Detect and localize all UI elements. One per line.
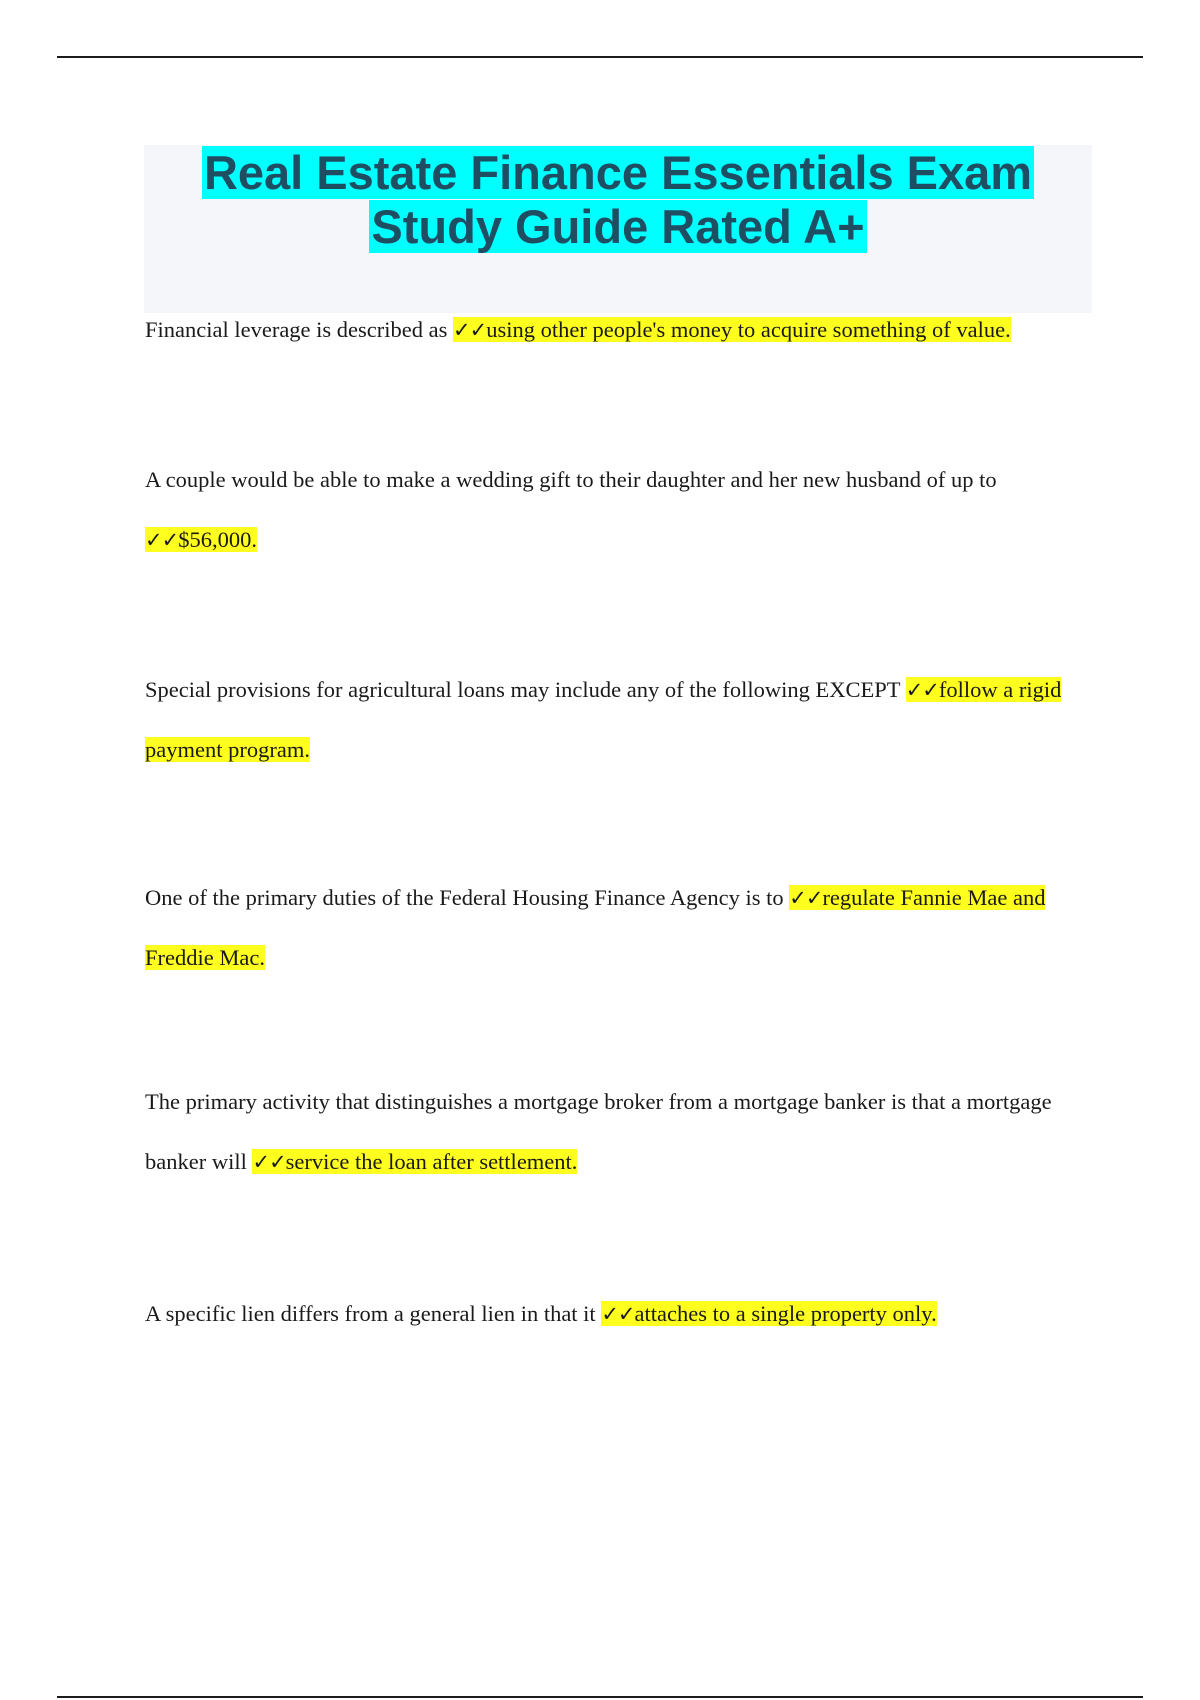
question-text: A couple would be able to make a wedding gift to their daughter and her new husband of up to [145, 467, 997, 492]
double-check-icon: ✓✓ [145, 528, 179, 552]
qa-item-1 [145, 300, 1095, 360]
answer-text: service the loan after settlement. [285, 1149, 578, 1174]
qa-item-3 [145, 660, 1095, 780]
qa-item-5 [145, 1072, 1095, 1192]
answer-highlight [453, 317, 1011, 342]
answer-text: follow a rigid payment program. [145, 677, 1062, 762]
title-banner [144, 145, 1092, 313]
answer-text: regulate Fannie Mae and Freddie Mac. [145, 885, 1046, 970]
double-check-icon: ✓✓ [453, 318, 487, 342]
answer-text: attaches to a single property only. [634, 1301, 937, 1326]
answer-text: using other people's money to acquire something of value. [486, 317, 1011, 342]
top-divider [57, 56, 1143, 58]
answer-text: $56,000. [178, 527, 257, 552]
answer-highlight [601, 1301, 936, 1326]
document-title [144, 145, 1092, 254]
question-text: Financial leverage is described as [145, 317, 454, 342]
qa-item-2 [145, 450, 1095, 570]
bottom-divider [57, 1696, 1143, 1698]
question-text: One of the primary duties of the Federal Housing Finance Agency is to [145, 885, 790, 910]
question-text: Special provisions for agricultural loans may include any of the following EXCEPT [145, 677, 906, 702]
question-text: A specific lien differs from a general lien in that it [145, 1301, 602, 1326]
qa-item-4 [145, 868, 1095, 988]
question-text: The primary activity that distinguishes a mortgage broker from a mortgage banker is that a mortgage banker will [145, 1089, 1052, 1174]
title-line-2: Study Guide Rated A+ [371, 200, 865, 253]
double-check-icon: ✓✓ [905, 678, 939, 702]
double-check-icon: ✓✓ [252, 1150, 286, 1174]
answer-highlight [252, 1149, 577, 1174]
double-check-icon: ✓✓ [789, 886, 823, 910]
qa-item-6 [145, 1284, 1095, 1344]
answer-highlight [145, 527, 257, 552]
title-line-1: Real Estate Finance Essentials Exam [203, 146, 1033, 199]
double-check-icon: ✓✓ [601, 1302, 635, 1326]
